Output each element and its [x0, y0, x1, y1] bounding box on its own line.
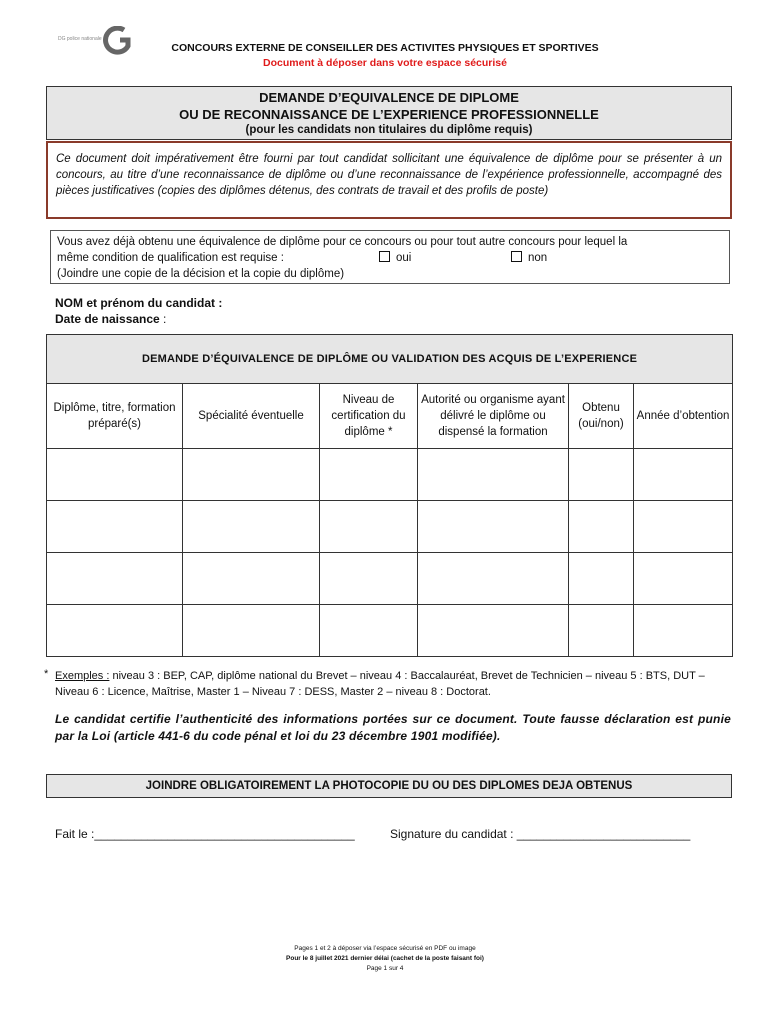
table-row	[47, 501, 733, 553]
form-title-line1: DEMANDE D’EQUIVALENCE DE DIPLOME	[259, 90, 519, 105]
certification-statement: Le candidat certifie l’authenticité des informations portées sur ce document. Toute fausse déclaration est punie par la Loi (article 441-6 du code pénal et loi du 23 décembre 1901 modifiée).	[55, 712, 731, 743]
candidate-dob	[55, 312, 166, 326]
table-cell[interactable]	[634, 449, 733, 501]
table-caption: DEMANDE D’ÉQUIVALENCE DE DIPLÔME OU VALIDATION DES ACQUIS DE L’EXPERIENCE	[47, 335, 733, 384]
table-cell[interactable]	[47, 553, 183, 605]
candidate-name-label: NOM et prénom du candidat :	[55, 296, 223, 310]
equivalence-line1: Vous avez déjà obtenu une équivalence de diplôme pour ce concours ou pour tout autre concours pour lequel la	[57, 236, 628, 248]
table-cell[interactable]	[320, 605, 418, 657]
column-header-autorite: Autorité ou organisme ayant délivré le diplôme ou dispensé la formation	[418, 384, 569, 449]
table-cell[interactable]	[569, 553, 634, 605]
table-cell[interactable]	[47, 449, 183, 501]
table-cell[interactable]	[47, 501, 183, 553]
table-cell[interactable]	[418, 605, 569, 657]
table-cell[interactable]	[183, 605, 320, 657]
footnote-text: niveau 3 : BEP, CAP, diplôme national du Brevet – niveau 4 : Baccalauréat, Brevet de Technicien – niveau 5 : BTS, DUT – Niveau 6 : Licence, Maîtrise, Master 1 – Niveau 7 : DESS, Master 2 – niveau 8 : Doctorat.	[55, 670, 705, 698]
option-non[interactable]	[511, 250, 547, 266]
footnote-examples	[55, 668, 731, 700]
table-cell[interactable]	[418, 553, 569, 605]
join-notice: JOINDRE OBLIGATOIREMENT LA PHOTOCOPIE DU OU DES DIPLOMES DEJA OBTENUS	[46, 774, 732, 798]
candidate-dob-label: Date de naissance	[55, 312, 160, 326]
signature-field[interactable]: Signature du candidat : __________________________	[390, 827, 691, 841]
diploma-table	[46, 334, 733, 657]
checkbox-oui[interactable]	[379, 251, 390, 262]
form-title-line2: OU DE RECONNAISSANCE DE L’EXPERIENCE PROFESSIONNELLE	[179, 107, 599, 122]
fait-le-field[interactable]: Fait le :_______________________________________	[55, 827, 355, 841]
header-title: CONCOURS EXTERNE DE CONSEILLER DES ACTIVITES PHYSIQUES ET SPORTIVES	[171, 42, 599, 54]
equivalence-line2: même condition de qualification est requise :	[57, 252, 284, 264]
equivalence-question	[50, 230, 730, 284]
table-cell[interactable]	[183, 501, 320, 553]
table-cell[interactable]	[634, 553, 733, 605]
checkbox-non[interactable]	[511, 251, 522, 262]
equivalence-line3: (Joindre une copie de la décision et la copie du diplôme)	[57, 268, 345, 280]
candidate-dob-sep: :	[159, 312, 167, 326]
option-non-label: non	[528, 252, 548, 264]
table-cell[interactable]	[418, 501, 569, 553]
table-cell[interactable]	[634, 605, 733, 657]
page-footer-line2: Pour le 8 juillet 2021 dernier délai (cachet de la poste faisant foi)	[286, 955, 484, 962]
page-footer-line1: Pages 1 et 2 à déposer via l’espace sécurisé en PDF ou image	[294, 945, 476, 952]
table-cell[interactable]	[320, 449, 418, 501]
table-cell[interactable]	[320, 501, 418, 553]
footnote-label: Exemples :	[55, 670, 110, 682]
column-header-niveau: Niveau de certification du diplôme *	[320, 384, 418, 449]
table-cell[interactable]	[320, 553, 418, 605]
table-row	[47, 605, 733, 657]
column-header-annee: Année d’obtention	[634, 384, 733, 449]
option-oui[interactable]	[379, 250, 411, 266]
column-header-obtenu: Obtenu (oui/non)	[569, 384, 634, 449]
page-number: Page 1 sur 4	[366, 965, 404, 972]
option-oui-label: oui	[396, 252, 412, 264]
form-title-box	[46, 86, 732, 140]
footnote-star: *	[44, 668, 49, 680]
table-cell[interactable]	[47, 605, 183, 657]
table-cell[interactable]	[183, 449, 320, 501]
table-cell[interactable]	[183, 553, 320, 605]
table-row	[47, 449, 733, 501]
header-subtitle: Document à déposer dans votre espace sécurisé	[263, 57, 507, 69]
table-cell[interactable]	[569, 501, 634, 553]
logo-text: DG police nationale	[58, 36, 102, 42]
table-row	[47, 553, 733, 605]
form-title-line3: (pour les candidats non titulaires du diplôme requis)	[245, 124, 533, 136]
table-cell[interactable]	[634, 501, 733, 553]
column-header-specialite: Spécialité éventuelle	[183, 384, 320, 449]
table-cell[interactable]	[569, 605, 634, 657]
column-header-diplome: Diplôme, titre, formation préparé(s)	[47, 384, 183, 449]
notice-text: Ce document doit impérativement être fourni par tout candidat sollicitant une équivalence de diplôme pour se présenter à un concours, au titre d’une reconnaissance de diplôme ou d’une reconnaissance de l’expérience professionnelle, accompagné des pièces justificatives (copies des diplômes détenus, des contrats de travail et des profils de poste)	[46, 141, 732, 219]
table-cell[interactable]	[418, 449, 569, 501]
table-cell[interactable]	[569, 449, 634, 501]
